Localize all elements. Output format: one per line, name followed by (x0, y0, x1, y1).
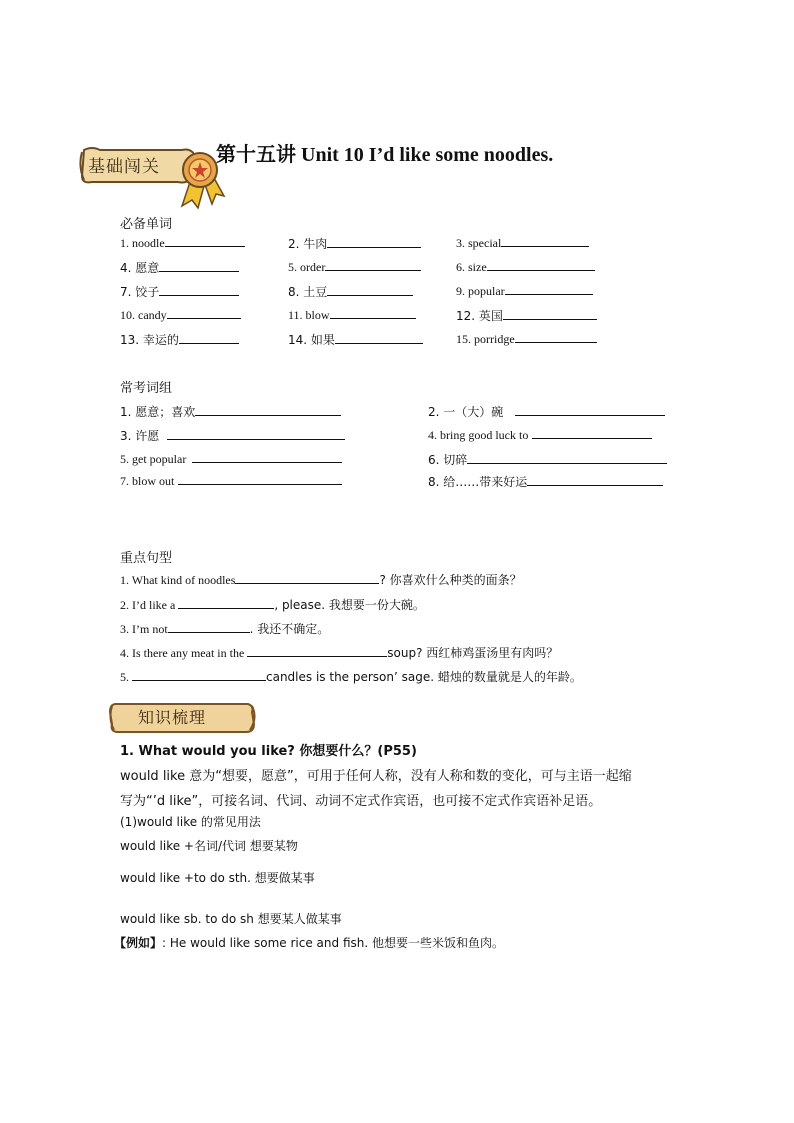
vocab-item: 2. 牛肉 (288, 235, 421, 252)
usage-heading: (1)would like 的常见用法 (120, 815, 261, 829)
sentence-5: 5. candles is the person’ sage. 蜡烛的数量就是人的年龄。 (120, 670, 582, 684)
phrases-heading: 常考词组 (120, 381, 173, 396)
phrase-item: 8. 给……带来好运 (428, 473, 663, 490)
paragraph-line-1: would like 意为“想要，愿意”，可用于任何人称，没有人称和数的变化，可与主语一起缩 (120, 769, 632, 784)
vocab-item: 3. special (456, 235, 589, 251)
badge-text: 基础闯关 (88, 157, 160, 177)
phrase-item: 7. blow out (120, 473, 342, 489)
sentence-4: 4. Is there any meat in the soup? 西红柿鸡蛋汤里有肉吗？ (120, 646, 559, 660)
vocab-item: 4. 愿意 (120, 259, 239, 276)
vocab-item: 12. 英国 (456, 307, 597, 324)
example-label: 【例如】 (114, 936, 163, 950)
point-title: 1. What would you like? 你想要什么？(P55) (120, 744, 417, 759)
usage-2: would like +to do sth. 想要做某事 (120, 871, 315, 885)
phrase-item: 4. bring good luck to (428, 427, 652, 443)
sentences-heading: 重点句型 (120, 551, 173, 566)
vocab-item: 10. candy (120, 307, 241, 323)
usage-3: would like sb. to do sh 想要某人做某事 (120, 912, 342, 926)
paragraph-line-2: 写为“’d like”，可接名词、代词、动词不定式作宾语，也可接不定式作宾语补足语。 (120, 794, 602, 809)
phrase-item: 1. 愿意；喜欢 (120, 403, 341, 420)
vocab-item: 9. popular (456, 283, 593, 299)
vocab-item: 13. 幸运的 (120, 331, 239, 348)
example-line (114, 934, 504, 951)
example-text: : He would like some rice and fish. 他想要一些米饭和鱼肉。 (162, 936, 504, 950)
vocab-item: 11. blow (288, 307, 416, 323)
phrase-item: 6. 切碎 (428, 451, 667, 468)
usage-1: would like +名词/代词 想要某物 (120, 839, 298, 853)
sentence-3: 3. I’m not . 我还不确定。 (120, 622, 330, 636)
phrase-item: 3. 许愿 (120, 427, 345, 444)
vocab-item: 15. porridge (456, 331, 597, 347)
vocab-item: 7. 饺子 (120, 283, 239, 300)
knowledge-badge-text: 知识梳理 (138, 708, 207, 727)
sentence-2: 2. I’d like a , please. 我想要一份大碗。 (120, 598, 425, 612)
vocab-item: 1. noodle (120, 235, 245, 251)
phrase-item: 5. get popular (120, 451, 342, 467)
vocab-item: 5. order (288, 259, 421, 275)
vocab-heading: 必备单词 (120, 217, 173, 232)
vocab-item: 8. 土豆 (288, 283, 413, 300)
sentence-1: 1. What kind of noodles ? 你喜欢什么种类的面条？ (120, 573, 522, 587)
vocab-item: 14. 如果 (288, 331, 423, 348)
phrase-item: 2. 一（大）碗 (428, 403, 665, 420)
page-title: 第十五讲 Unit 10 I’d like some noodles. (216, 144, 554, 166)
vocab-item: 6. size (456, 259, 595, 275)
